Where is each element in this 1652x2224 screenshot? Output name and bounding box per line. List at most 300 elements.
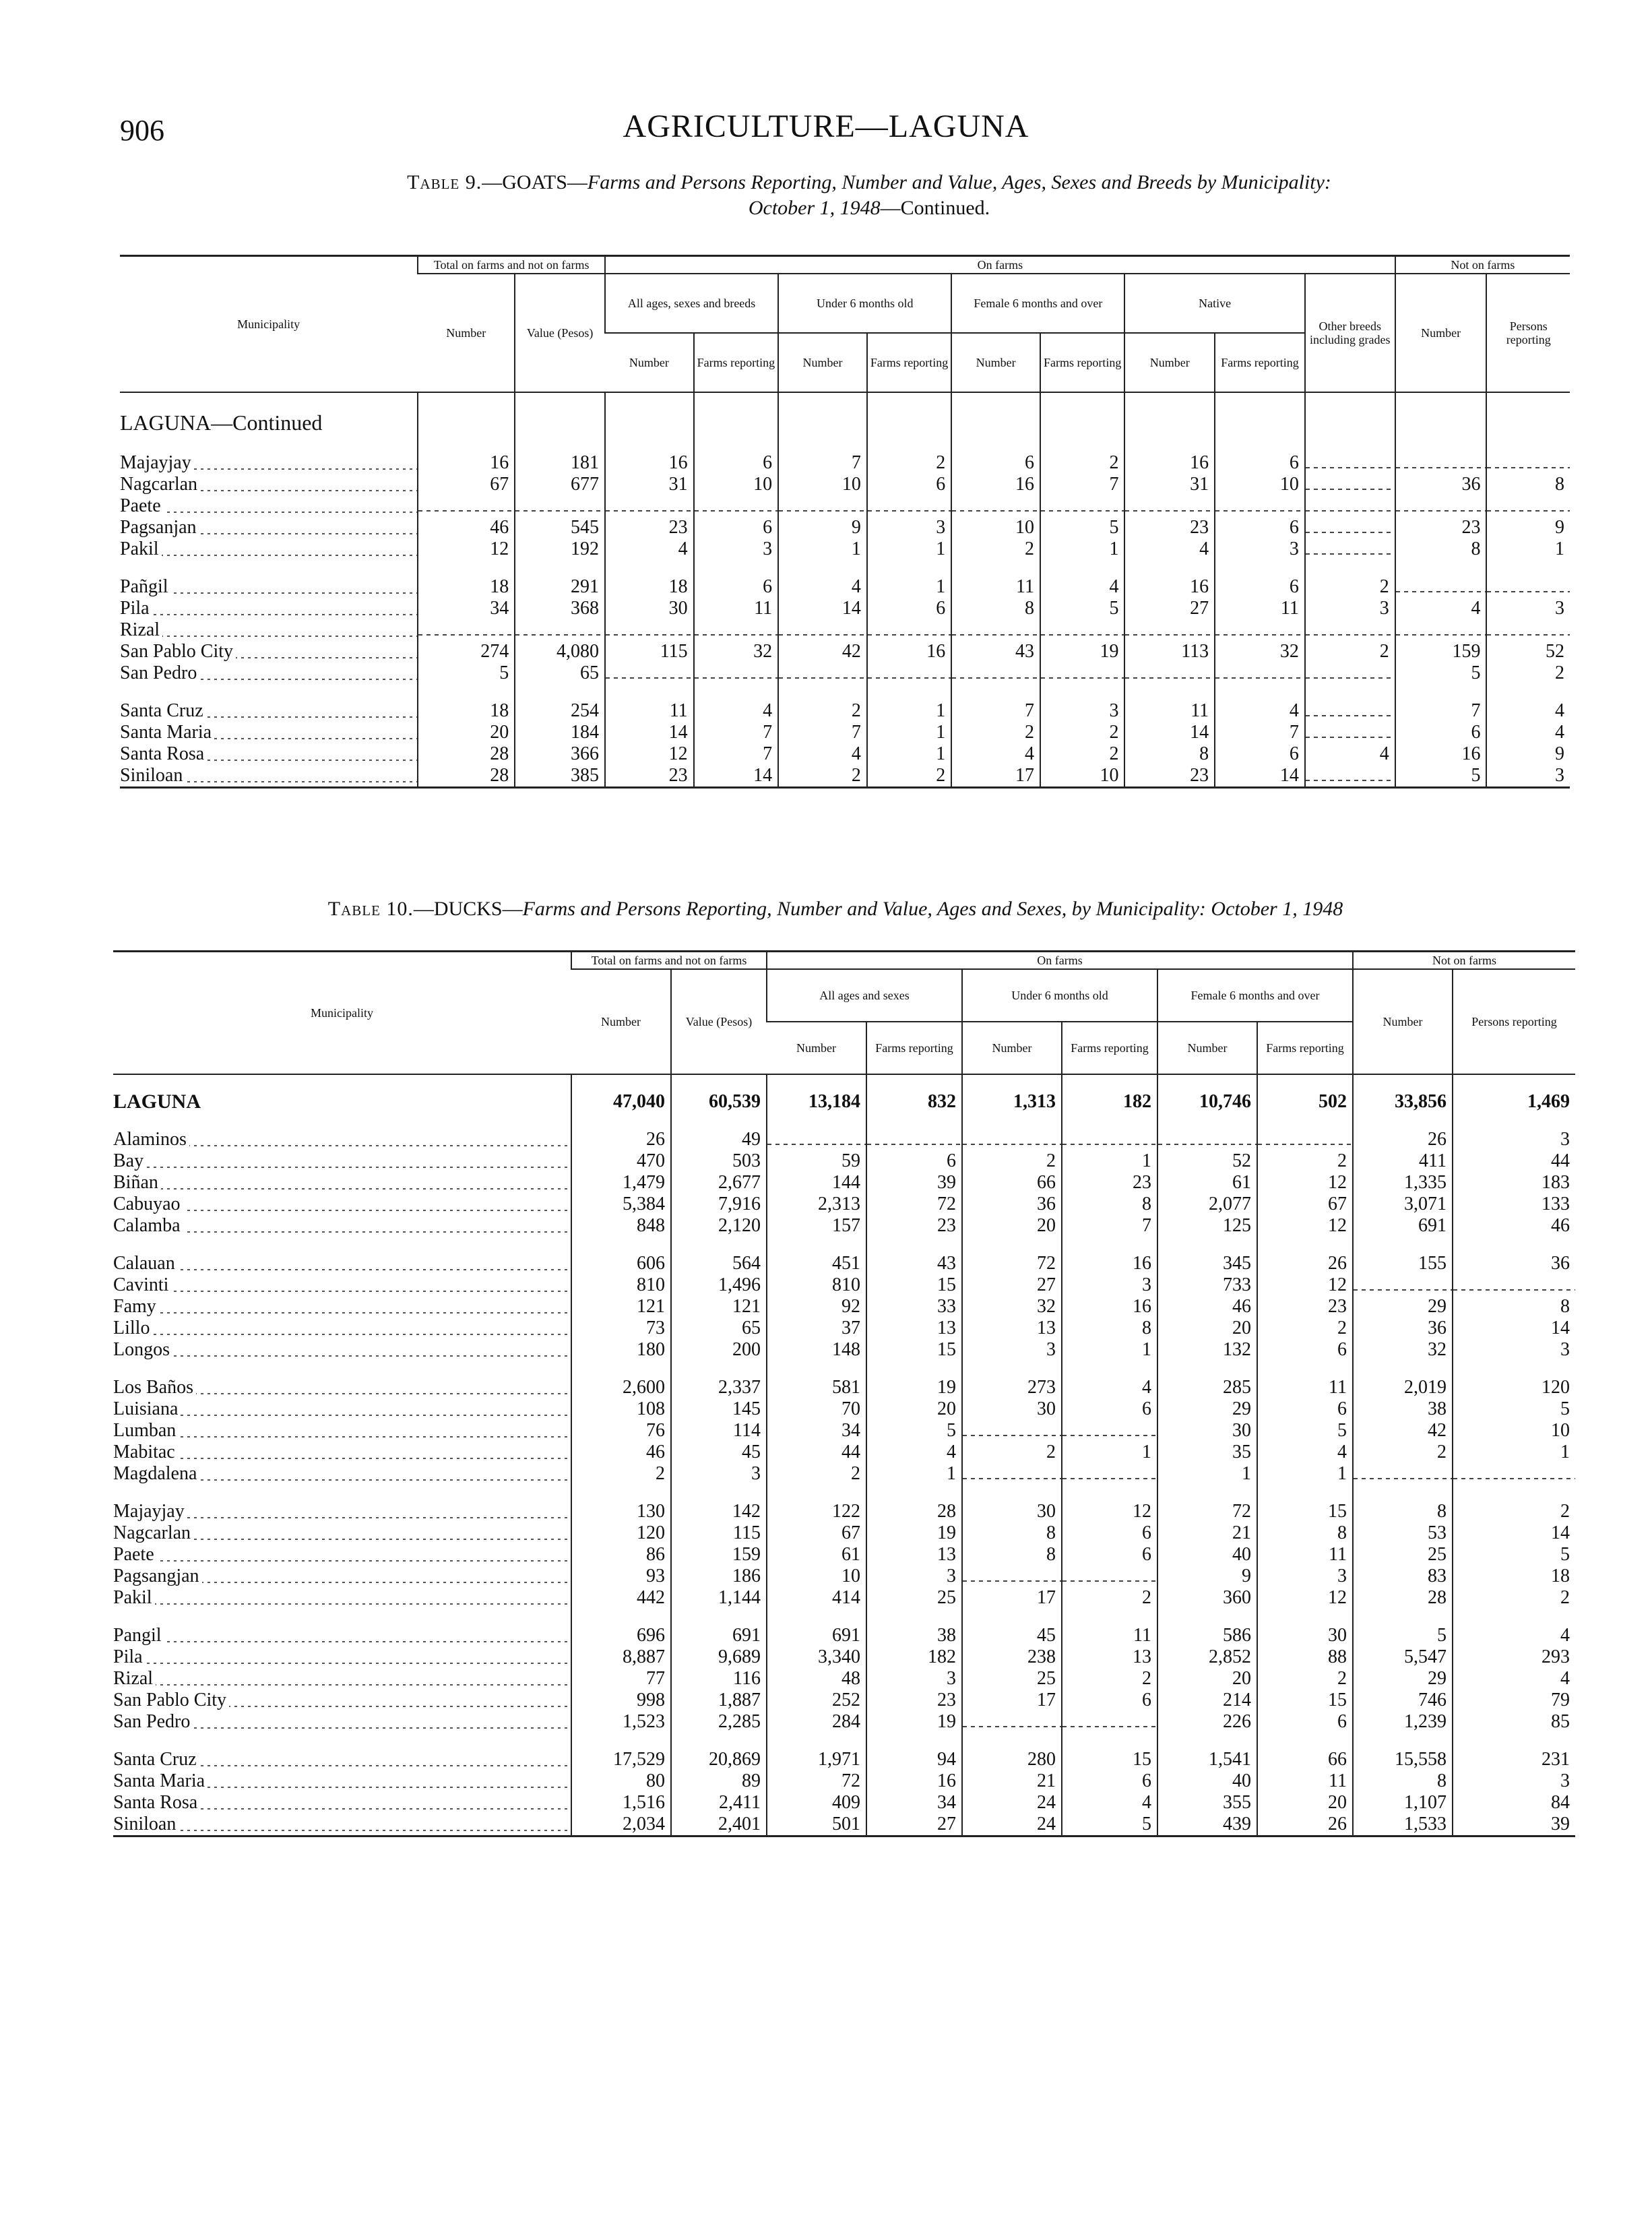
table-10-description: Farms and Persons Reporting, Number and Value, Ages and Sexes, by Municipality: xyxy=(522,898,1206,920)
table-cell: 29 xyxy=(1157,1398,1257,1420)
municipality-cell xyxy=(120,743,418,765)
table-cell xyxy=(1395,495,1487,517)
municipality-name: Biñan xyxy=(113,1172,161,1193)
table-row xyxy=(113,1339,1575,1361)
table-cell xyxy=(1486,495,1570,517)
municipality-cell xyxy=(120,538,418,560)
municipality-name: Alaminos xyxy=(113,1129,189,1150)
municipality-name: Santa Maria xyxy=(113,1770,208,1791)
table-cell xyxy=(694,662,778,684)
table-cell: 848 xyxy=(571,1215,671,1237)
table-cell xyxy=(1215,662,1305,684)
table-cell xyxy=(867,662,951,684)
table-cell: 72 xyxy=(1157,1501,1257,1522)
table-row xyxy=(120,641,1570,662)
table-cell: 20 xyxy=(1157,1318,1257,1339)
table-cell: 6 xyxy=(951,452,1040,474)
table-cell xyxy=(767,1129,866,1150)
table-cell: 6 xyxy=(1257,1339,1353,1361)
table-cell: 23 xyxy=(866,1215,962,1237)
table-row xyxy=(113,1253,1575,1274)
table-cell: 19 xyxy=(866,1711,962,1733)
table-cell: 52 xyxy=(1157,1150,1257,1172)
municipality-cell xyxy=(113,1398,571,1420)
table-cell xyxy=(951,662,1040,684)
municipality-name: Santa Maria xyxy=(120,722,214,743)
table-cell xyxy=(1040,662,1124,684)
table-cell: 72 xyxy=(866,1194,962,1215)
table-cell: 4 xyxy=(778,576,867,598)
table-cell: 20 xyxy=(418,722,515,743)
table-cell: 155 xyxy=(1353,1253,1453,1274)
table-9-caption xyxy=(229,170,1509,221)
municipality-cell xyxy=(113,1646,571,1668)
table-cell: 2,411 xyxy=(671,1792,767,1814)
table-cell: 42 xyxy=(778,641,867,662)
table-cell: 60,539 xyxy=(671,1091,767,1113)
table-cell: 810 xyxy=(571,1274,671,1296)
not-on-farms-number-header: Number xyxy=(1395,274,1487,392)
table-cell: 11 xyxy=(951,576,1040,598)
table-cell: 46 xyxy=(1157,1296,1257,1318)
table-cell xyxy=(1305,700,1395,722)
table-cell: 24 xyxy=(962,1792,1062,1814)
table-cell xyxy=(1353,1463,1453,1485)
table-cell: 121 xyxy=(571,1296,671,1318)
table-cell: 6 xyxy=(866,1150,962,1172)
municipality-cell xyxy=(120,700,418,722)
table-cell: 4 xyxy=(1486,722,1570,743)
table-cell xyxy=(1215,619,1305,641)
table-cell: 214 xyxy=(1157,1690,1257,1711)
municipality-name: Majayjay xyxy=(113,1501,187,1522)
table-cell: 5 xyxy=(1257,1420,1353,1442)
table-cell: 8 xyxy=(1062,1318,1157,1339)
table-cell: 180 xyxy=(571,1339,671,1361)
table-cell: 23 xyxy=(1062,1172,1157,1194)
table-cell: 79 xyxy=(1453,1690,1575,1711)
table-cell: 28 xyxy=(1353,1587,1453,1609)
table-row xyxy=(113,1194,1575,1215)
municipality-name: Cavinti xyxy=(113,1274,171,1295)
table-cell: 691 xyxy=(671,1625,767,1646)
value-header: Value (Pesos) xyxy=(515,274,605,392)
table-cell xyxy=(962,1566,1062,1587)
table-row xyxy=(113,1318,1575,1339)
table-cell: 1,144 xyxy=(671,1587,767,1609)
table-cell: 16 xyxy=(1395,743,1487,765)
table-9-suffix: —Continued. xyxy=(880,197,990,219)
table-cell: 46 xyxy=(418,517,515,538)
table-cell xyxy=(867,619,951,641)
table-cell: 1 xyxy=(1062,1339,1157,1361)
table-row xyxy=(120,538,1570,560)
table-cell: 1 xyxy=(867,722,951,743)
table-cell: 45 xyxy=(671,1442,767,1463)
table-cell: 411 xyxy=(1353,1150,1453,1172)
table-cell: 23 xyxy=(605,517,694,538)
table-cell: 159 xyxy=(1395,641,1487,662)
table-cell: 39 xyxy=(866,1172,962,1194)
number-header: Number xyxy=(1157,1022,1257,1074)
table-cell: 2 xyxy=(1257,1668,1353,1690)
table-cell: 4 xyxy=(1257,1442,1353,1463)
table-cell: 1,541 xyxy=(1157,1749,1257,1770)
table-cell: 52 xyxy=(1486,641,1570,662)
table-cell: 125 xyxy=(1157,1215,1257,1237)
table-cell: 3 xyxy=(866,1668,962,1690)
table-cell: 2 xyxy=(962,1442,1062,1463)
table-cell: 13,184 xyxy=(767,1091,866,1113)
table-cell: 26 xyxy=(1257,1253,1353,1274)
municipality-cell xyxy=(113,1668,571,1690)
table-row xyxy=(113,1463,1575,1485)
table-row xyxy=(120,662,1570,684)
municipality-name: San Pedro xyxy=(113,1711,193,1732)
table-cell: 998 xyxy=(571,1690,671,1711)
farms-reporting-header: Farms reporting xyxy=(1215,333,1305,392)
table-cell: 19 xyxy=(1040,641,1124,662)
table-cell xyxy=(1062,1566,1157,1587)
table-cell: 4 xyxy=(1040,576,1124,598)
table-cell: 733 xyxy=(1157,1274,1257,1296)
table-cell: 696 xyxy=(571,1625,671,1646)
table-cell: 451 xyxy=(767,1253,866,1274)
table-cell: 14 xyxy=(1453,1522,1575,1544)
table-cell: 691 xyxy=(1353,1215,1453,1237)
table-cell: 14 xyxy=(1215,765,1305,788)
municipality-name: Santa Rosa xyxy=(120,743,207,764)
table-cell xyxy=(605,619,694,641)
female-6-header: Female 6 months and over xyxy=(951,274,1124,333)
table-cell: 16 xyxy=(1062,1253,1157,1274)
table-cell: 1,496 xyxy=(671,1274,767,1296)
table-cell: 11 xyxy=(694,598,778,619)
table-cell: 2,285 xyxy=(671,1711,767,1733)
table-cell xyxy=(778,495,867,517)
table-row xyxy=(113,1501,1575,1522)
municipality-name: Cabuyao xyxy=(113,1194,183,1214)
table-10-subject: —DUCKS— xyxy=(413,898,523,920)
table-cell: 3 xyxy=(1215,538,1305,560)
number-header: Number xyxy=(1124,333,1215,392)
table-cell: 385 xyxy=(515,765,605,788)
municipality-cell xyxy=(113,1253,571,1274)
municipality-name: Paete xyxy=(120,495,164,516)
table-cell: 6 xyxy=(867,598,951,619)
table-cell: 6 xyxy=(1062,1770,1157,1792)
municipality-name: Bay xyxy=(113,1150,146,1171)
table-cell: 27 xyxy=(962,1274,1062,1296)
table-cell: 5 xyxy=(418,662,515,684)
table-cell: 66 xyxy=(962,1172,1062,1194)
table-row xyxy=(113,1522,1575,1544)
table-cell: 4 xyxy=(1062,1792,1157,1814)
table-cell: 145 xyxy=(671,1398,767,1420)
table-cell: 1,313 xyxy=(962,1091,1062,1113)
table-cell: 691 xyxy=(767,1625,866,1646)
table-cell: 16 xyxy=(1124,576,1215,598)
table-cell: 65 xyxy=(671,1318,767,1339)
table-cell: 2 xyxy=(951,722,1040,743)
municipality-name: Mabitac xyxy=(113,1442,178,1462)
table-cell: 27 xyxy=(866,1814,962,1836)
municipality-cell xyxy=(120,598,418,619)
table-cell: 5 xyxy=(1040,517,1124,538)
municipality-cell xyxy=(113,1544,571,1566)
table-cell: 4 xyxy=(1453,1625,1575,1646)
table-cell: 502 xyxy=(1257,1091,1353,1113)
municipality-name: Pakil xyxy=(120,538,162,559)
table-cell: 23 xyxy=(1124,765,1215,788)
table-cell xyxy=(1305,495,1395,517)
table-row xyxy=(113,1150,1575,1172)
farms-reporting-header: Farms reporting xyxy=(694,333,778,392)
table-cell: 16 xyxy=(605,452,694,474)
table-cell: 8 xyxy=(962,1522,1062,1544)
table-cell: 182 xyxy=(1062,1091,1157,1113)
table-cell: 2 xyxy=(962,1150,1062,1172)
table-cell: 67 xyxy=(418,474,515,495)
table-cell: 3 xyxy=(1486,598,1570,619)
table-cell: 200 xyxy=(671,1339,767,1361)
table-cell: 159 xyxy=(671,1544,767,1566)
farms-reporting-header: Farms reporting xyxy=(1062,1022,1157,1074)
table-cell: 9 xyxy=(778,517,867,538)
municipality-cell xyxy=(113,1150,571,1172)
table-cell: 182 xyxy=(866,1646,962,1668)
table-cell xyxy=(1040,495,1124,517)
table-cell: 2,677 xyxy=(671,1172,767,1194)
table-cell: 1,971 xyxy=(767,1749,866,1770)
table-cell: 6 xyxy=(694,452,778,474)
table-cell: 586 xyxy=(1157,1625,1257,1646)
table-cell xyxy=(1215,495,1305,517)
not-on-farms-number-header: Number xyxy=(1353,969,1453,1074)
table-row xyxy=(113,1770,1575,1792)
table-cell: 34 xyxy=(866,1792,962,1814)
municipality-cell xyxy=(113,1274,571,1296)
table-cell: 40 xyxy=(1157,1770,1257,1792)
farms-reporting-header: Farms reporting xyxy=(1257,1022,1353,1074)
table-cell: 291 xyxy=(515,576,605,598)
table-cell: 70 xyxy=(767,1398,866,1420)
table-cell: 1,335 xyxy=(1353,1172,1453,1194)
table-cell: 6 xyxy=(694,517,778,538)
table-cell xyxy=(866,1129,962,1150)
table-row xyxy=(113,1711,1575,1733)
table-cell: 8 xyxy=(962,1544,1062,1566)
table-cell xyxy=(1124,495,1215,517)
table-row xyxy=(120,598,1570,619)
table-cell: 93 xyxy=(571,1566,671,1587)
table-cell: 8 xyxy=(1353,1770,1453,1792)
table-cell: 33 xyxy=(866,1296,962,1318)
table-cell: 1,239 xyxy=(1353,1711,1453,1733)
table-cell: 8 xyxy=(1124,743,1215,765)
table-row xyxy=(113,1668,1575,1690)
table-cell xyxy=(1062,1420,1157,1442)
table-cell: 23 xyxy=(866,1690,962,1711)
municipality-cell xyxy=(113,1792,571,1814)
table-cell: 4 xyxy=(605,538,694,560)
table-cell: 30 xyxy=(1257,1625,1353,1646)
table-cell: 15 xyxy=(1062,1749,1157,1770)
number-header: Number xyxy=(418,274,515,392)
table-cell: 10 xyxy=(767,1566,866,1587)
all-ages-header: All ages, sexes and breeds xyxy=(605,274,778,333)
table-cell xyxy=(1305,619,1395,641)
table-cell: 28 xyxy=(866,1501,962,1522)
table-cell: 121 xyxy=(671,1296,767,1318)
table-cell xyxy=(778,662,867,684)
table-cell xyxy=(1305,538,1395,560)
municipality-name: Siniloan xyxy=(113,1814,179,1834)
table-cell: 2,313 xyxy=(767,1194,866,1215)
table-cell: 7 xyxy=(1215,722,1305,743)
table-cell: 92 xyxy=(767,1296,866,1318)
table-cell: 116 xyxy=(671,1668,767,1690)
table-cell: 114 xyxy=(671,1420,767,1442)
table-cell: 42 xyxy=(1353,1420,1453,1442)
table-cell: 23 xyxy=(1124,517,1215,538)
table-cell xyxy=(1453,1463,1575,1485)
table-cell: 6 xyxy=(1062,1522,1157,1544)
table-cell: 2 xyxy=(1040,722,1124,743)
table-cell: 36 xyxy=(1453,1253,1575,1274)
municipality-cell xyxy=(120,495,418,517)
municipality-name: Rizal xyxy=(120,619,162,640)
table-row xyxy=(113,1544,1575,1566)
table-cell xyxy=(1257,1129,1353,1150)
table-cell: 1 xyxy=(778,538,867,560)
municipality-name: San Pablo City xyxy=(120,641,236,662)
under-6-header: Under 6 months old xyxy=(962,969,1157,1022)
table-cell: 73 xyxy=(571,1318,671,1339)
number-header: Number xyxy=(767,1022,866,1074)
table-cell: 2 xyxy=(1305,641,1395,662)
table-cell xyxy=(605,495,694,517)
table-row xyxy=(113,1398,1575,1420)
table-cell: 44 xyxy=(767,1442,866,1463)
table-cell xyxy=(1124,619,1215,641)
table-cell xyxy=(1395,452,1487,474)
table-cell: 132 xyxy=(1157,1339,1257,1361)
municipality-name: Majayjay xyxy=(120,452,194,473)
table-cell xyxy=(951,495,1040,517)
table-cell: 26 xyxy=(1353,1129,1453,1150)
table-cell: 24 xyxy=(962,1814,1062,1836)
table-cell: 4 xyxy=(1395,598,1487,619)
table-cell: 6 xyxy=(1215,517,1305,538)
table-cell xyxy=(1305,662,1395,684)
table-cell: 30 xyxy=(1157,1420,1257,1442)
table-cell xyxy=(962,1420,1062,1442)
table-cell: 254 xyxy=(515,700,605,722)
table-cell: 8 xyxy=(1062,1194,1157,1215)
table-row xyxy=(113,1377,1575,1398)
table-cell: 2 xyxy=(1453,1587,1575,1609)
table-cell: 2 xyxy=(571,1463,671,1485)
municipality-cell xyxy=(120,576,418,598)
municipality-cell xyxy=(113,1749,571,1770)
number-header: Number xyxy=(778,333,867,392)
table-cell: 32 xyxy=(1353,1339,1453,1361)
table-cell: 85 xyxy=(1453,1711,1575,1733)
table-cell: 252 xyxy=(767,1690,866,1711)
number-header: Number xyxy=(571,969,671,1074)
table-cell: 65 xyxy=(515,662,605,684)
table-row xyxy=(113,1625,1575,1646)
table-cell xyxy=(515,619,605,641)
table-cell: 43 xyxy=(951,641,1040,662)
table-cell: 2 xyxy=(778,700,867,722)
table-cell: 11 xyxy=(1257,1544,1353,1566)
table-cell: 5 xyxy=(866,1420,962,1442)
table-cell: 293 xyxy=(1453,1646,1575,1668)
table-row xyxy=(113,1646,1575,1668)
table-cell: 1,516 xyxy=(571,1792,671,1814)
table-cell: 9 xyxy=(1157,1566,1257,1587)
table-cell: 61 xyxy=(1157,1172,1257,1194)
table-cell: 37 xyxy=(767,1318,866,1339)
table-cell: 27 xyxy=(1124,598,1215,619)
table-cell: 3 xyxy=(1257,1566,1353,1587)
table-cell xyxy=(1486,619,1570,641)
table-cell: 31 xyxy=(605,474,694,495)
table-cell: 26 xyxy=(1257,1814,1353,1836)
table-row xyxy=(120,765,1570,788)
municipality-cell xyxy=(113,1690,571,1711)
table-cell: 14 xyxy=(605,722,694,743)
table-cell: 368 xyxy=(515,598,605,619)
table-row xyxy=(113,1296,1575,1318)
table-cell: 832 xyxy=(866,1091,962,1113)
table-cell: 19 xyxy=(866,1377,962,1398)
table-row xyxy=(113,1215,1575,1237)
table-cell: 3,340 xyxy=(767,1646,866,1668)
table-cell: 4,080 xyxy=(515,641,605,662)
municipality-cell xyxy=(113,1566,571,1587)
table-row xyxy=(120,619,1570,641)
municipality-name: Calamba xyxy=(113,1215,183,1236)
table-cell: 17,529 xyxy=(571,1749,671,1770)
table-row xyxy=(113,1442,1575,1463)
table-cell: 9 xyxy=(1486,517,1570,538)
table-cell: 9 xyxy=(1486,743,1570,765)
table-cell: 8 xyxy=(951,598,1040,619)
table-cell: 94 xyxy=(866,1749,962,1770)
municipality-name: Pila xyxy=(113,1646,146,1667)
table-cell: 10 xyxy=(694,474,778,495)
table-cell: 2 xyxy=(1062,1668,1157,1690)
table-cell: 3,071 xyxy=(1353,1194,1453,1215)
municipality-name: Los Baños xyxy=(113,1377,196,1398)
table-cell: 4 xyxy=(1062,1377,1157,1398)
persons-reporting-header: Persons reporting xyxy=(1486,274,1570,392)
table-cell: 2,077 xyxy=(1157,1194,1257,1215)
municipality-name: Pañgil xyxy=(120,576,171,597)
table-cell: 1,533 xyxy=(1353,1814,1453,1836)
table-cell: 2 xyxy=(1040,743,1124,765)
table-cell: 10 xyxy=(778,474,867,495)
table-cell: 20 xyxy=(1157,1668,1257,1690)
municipality-name: Lillo xyxy=(113,1318,152,1338)
table-cell: 285 xyxy=(1157,1377,1257,1398)
municipality-name: Siniloan xyxy=(120,765,185,786)
table-cell: 6 xyxy=(1215,452,1305,474)
table-cell: 2 xyxy=(1257,1150,1353,1172)
